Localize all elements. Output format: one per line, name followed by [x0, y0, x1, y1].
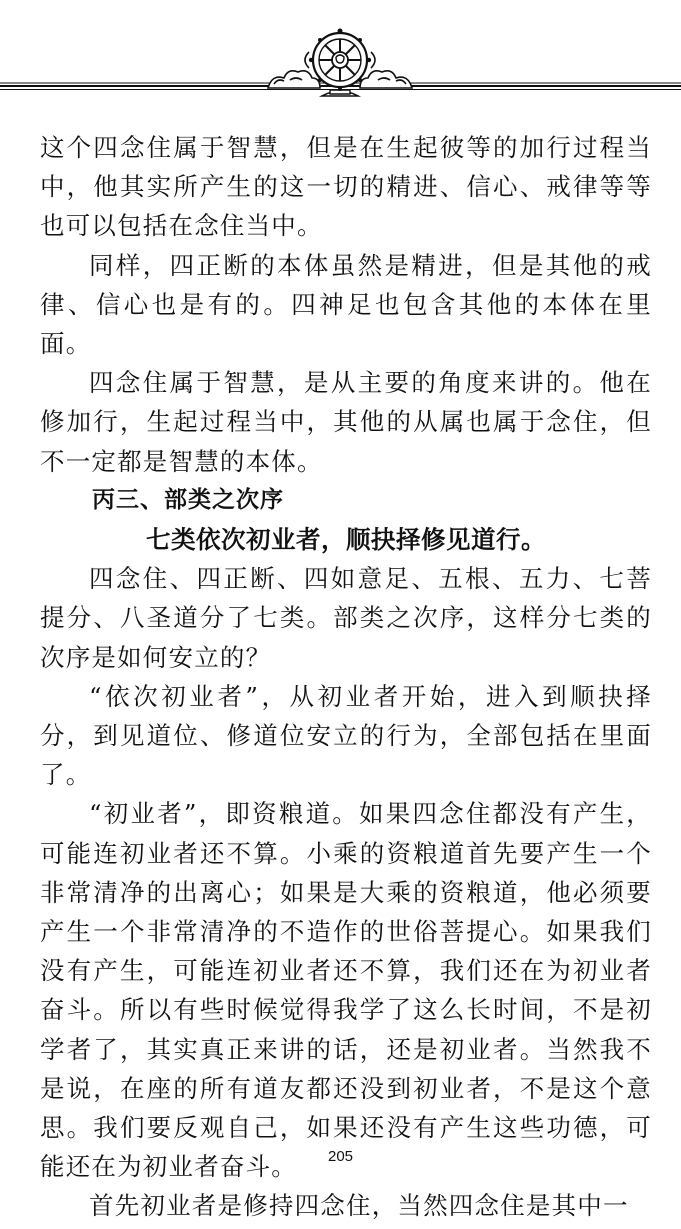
paragraph: “依次初业者”，从初业者开始，进入到顺抉择分，到见道位、修道位安立的行为，全部包括在里面了。	[40, 681, 652, 790]
body-text	[40, 128, 652, 1226]
page-number: 205	[327, 1148, 354, 1165]
paragraph: 这个四念住属于智慧，但是在生起彼等的加行过程当中，他其实所产生的这一切的精进、信心、戒律等等也可以包括在念住当中。	[40, 133, 652, 241]
dharma-wheel-icon	[260, 24, 420, 100]
verse: 七类依次初业者，顺抉择修见道行。	[146, 525, 546, 555]
paragraph: 首先初业者是修持四念住，当然四念住是其中一	[89, 1191, 629, 1221]
paragraph: 四念住属于智慧，是从主要的角度来讲的。他在修加行，生起过程当中，其他的从属也属于念住，但不一定都是智慧的本体。	[40, 368, 652, 476]
paragraph: 同样，四正断的本体虽然是精进，但是其他的戒律、信心也是有的。四神足也包含其他的本体在里面。	[40, 250, 652, 359]
paragraph: 四念住、四正断、四如意足、五根、五力、七菩提分、八圣道分了七类。部类之次序，这样分七类的次序是如何安立的？	[40, 564, 652, 672]
section-heading: 丙三、部类之次序	[92, 486, 284, 513]
paragraph: “初业者”，即资粮道。如果四念住都没有产生，可能连初业者还不算。小乘的资粮道首先要产生一个非常清净的出离心；如果是大乘的资粮道，他必须要产生一个非常清净的不造作的世俗菩提心。如果我们没有产生，可能连初业者还不算，我们还在为初业者奋斗。所以有些时候觉得我学了这么长时间，不是初学者了，其实真正来讲的话，还是初业者。当然我不是说，在座的所有道友都还没到初业者，不是这个意思。我们要反观自己，如果还没有产生这些功德，可能还在为初业者奋斗。	[40, 799, 652, 1182]
